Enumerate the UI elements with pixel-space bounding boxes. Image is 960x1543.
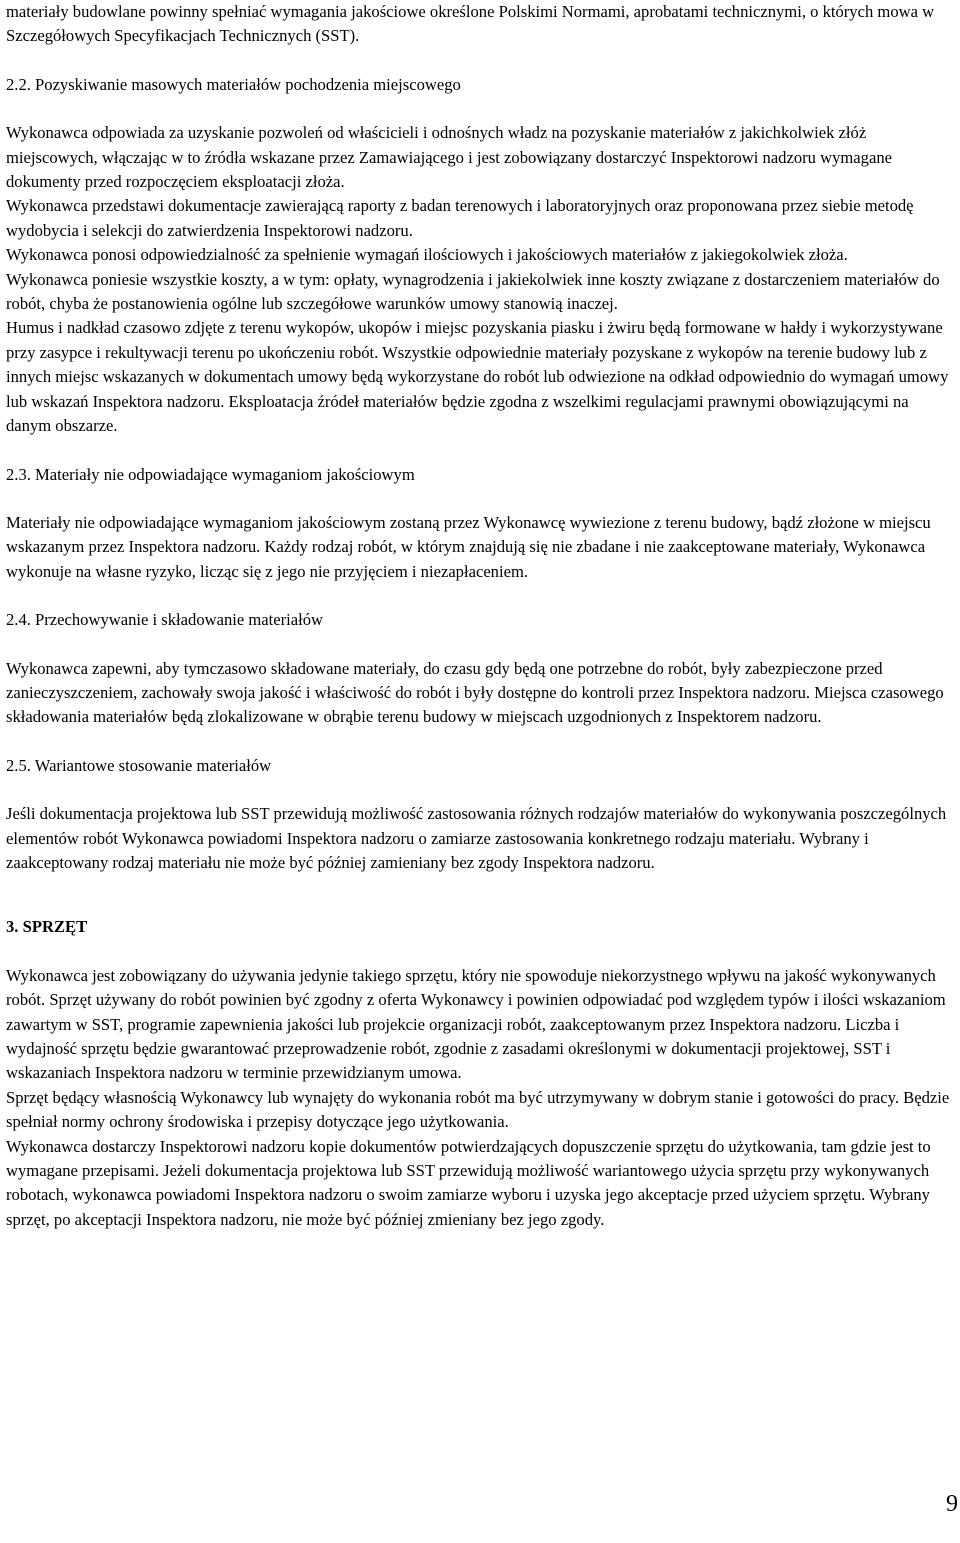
section-2-2-paragraph: Wykonawca ponosi odpowiedzialność za spełnienie wymagań ilościowych i jakościowych materiałów z jakiegokolwiek złoża. [6,245,848,265]
section-2-5-heading: 2.5. Wariantowe stosowanie materiałów [6,755,272,775]
section-2-2-paragraph: Wykonawca przedstawi dokumentacje zawierającą raporty z badan terenowych i laboratoryjnych oraz proponowana przez siebie metodę wydobycia i selekcji do zatwierdzenia Inspektorowi nadzoru. [6,196,914,240]
section-2-2-heading: 2.2. Pozyskiwanie masowych materiałów pochodzenia miejscowego [6,74,461,94]
section-2-2-paragraph: Wykonawca odpowiada za uzyskanie pozwoleń od właścicieli i odnośnych władz na pozyskanie materiałów z jakichkolwiek złóż miejscowych, włączając w to źródła wskazane przez Zamawiającego i jest zobowiązany dostarczyć Inspektorowi nadzoru wymagane dokumenty przed rozpoczęciem eksploatacji złoża. [6,123,892,192]
section-2-3-heading: 2.3. Materiały nie odpowiadające wymaganiom jakościowym [6,464,415,484]
section-3-paragraph: Wykonawca dostarczy Inspektorowi nadzoru kopie dokumentów potwierdzających dopuszczenie sprzętu do użytkowania, tam gdzie jest to wymagane przepisami. Jeżeli dokumentacja projektowa lub SST przewidują możliwość wariantowego użycia sprzętu przy wykonywanych robotach, wykonawca powiadomi Inspektora nadzoru o swoim zamiarze wyboru i uzyska jego akceptacje przed użyciem sprzętu. Wybrany sprzęt, po akceptacji Inspektora nadzoru, nie może być później zmieniany bez jego zgody. [6,1136,931,1229]
intro-paragraph: materiały budowlane powinny spełniać wymagania jakościowe określone Polskimi Normami, aprobatami technicznymi, o których mowa w Szczegółowych Specyfikacjach Technicznych (SST). [6,2,935,46]
section-3-paragraph: Wykonawca jest zobowiązany do używania jedynie takiego sprzętu, który nie spowoduje niekorzystnego wpływu na jakość wykonywanych robót. Sprzęt używany do robót powinien być zgodny z oferta Wykonawcy i powinien odpowiadać pod względem typów i ilości wskazaniom zawartym w SST, programie zapewnienia jakości lub projekcie organizacji robót, zaakceptowanym przez Inspektora nadzoru. Liczba i wydajność sprzętu będzie gwarantować przeprowadzenie robót, zgodnie z zasadami określonymi w dokumentacji projektowej, SST i wskazaniach Inspektora nadzoru w terminie przewidzianym umowa. [6,965,946,1083]
document-page [6,0,956,1232]
section-2-3-paragraph: Materiały nie odpowiadające wymaganiom jakościowym zostaną przez Wykonawcę wywiezione z terenu budowy, bądź złożone w miejscu wskazanym przez Inspektora nadzoru. Każdy rodzaj robót, w którym znajdują się nie zbadane i nie zaakceptowane materiały, Wykonawca wykonuje na własne ryzyko, licząc się z jego nie przyjęciem i niezapłaceniem. [6,512,931,581]
section-2-2-paragraph: Humus i nadkład czasowo zdjęte z terenu wykopów, ukopów i miejsc pozyskania piasku i żwiru będą formowane w hałdy i wykorzystywane przy zasypce i rekultywacji terenu po ukończeniu robót. Wszystkie odpowiednie materiały pozyskane z wykopów na terenie budowy lub z innych miejsc wskazanych w dokumentach umowy będą wykorzystane do robót lub odwiezione na odkład odpowiednio do wymagań umowy lub wskazań Inspektora nadzoru. Eksploatacja źródeł materiałów będzie zgodna z wszelkimi regulacjami prawnymi obowiązującymi na danym obszarze. [6,318,949,436]
section-3-heading: 3. SPRZĘT [6,917,88,937]
section-2-4-paragraph: Wykonawca zapewni, aby tymczasowo składowane materiały, do czasu gdy będą one potrzebne do robót, były zabezpieczone przed zanieczyszczeniem, zachowały swoja jakość i właściwość do robót i były dostępne do kontroli przez Inspektora nadzoru. Miejsca czasowego składowania materiałów będą zlokalizowane w obrąbie terenu budowy w miejscach uzgodnionych z Inspektorem nadzoru. [6,658,944,727]
section-3-paragraph: Sprzęt będący własnością Wykonawcy lub wynajęty do wykonania robót ma być utrzymywany w dobrym stanie i gotowości do pracy. Będzie spełniał normy ochrony środowiska i przepisy dotyczące jego użytkowania. [6,1087,950,1132]
section-2-4-heading: 2.4. Przechowywanie i składowanie materiałów [6,610,324,630]
section-2-2-paragraph: Wykonawca poniesie wszystkie koszty, a w tym: opłaty, wynagrodzenia i jakiekolwiek inne koszty związane z dostarczeniem materiałów do robót, chyba że postanowienia ogólne lub szczegółowe warunków umowy stanowią inaczej. [6,269,940,314]
page-number: 9 [946,1491,958,1517]
section-2-5-paragraph: Jeśli dokumentacja projektowa lub SST przewidują możliwość zastosowania różnych rodzajów materiałów do wykonywania poszczególnych elementów robót Wykonawca powiadomi Inspektora nadzoru o zamiarze zastosowania konkretnego rodzaju materiału. Wybrany i zaakceptowany rodzaj materiału nie może być później zamieniany bez zgody Inspektora nadzoru. [6,804,947,872]
